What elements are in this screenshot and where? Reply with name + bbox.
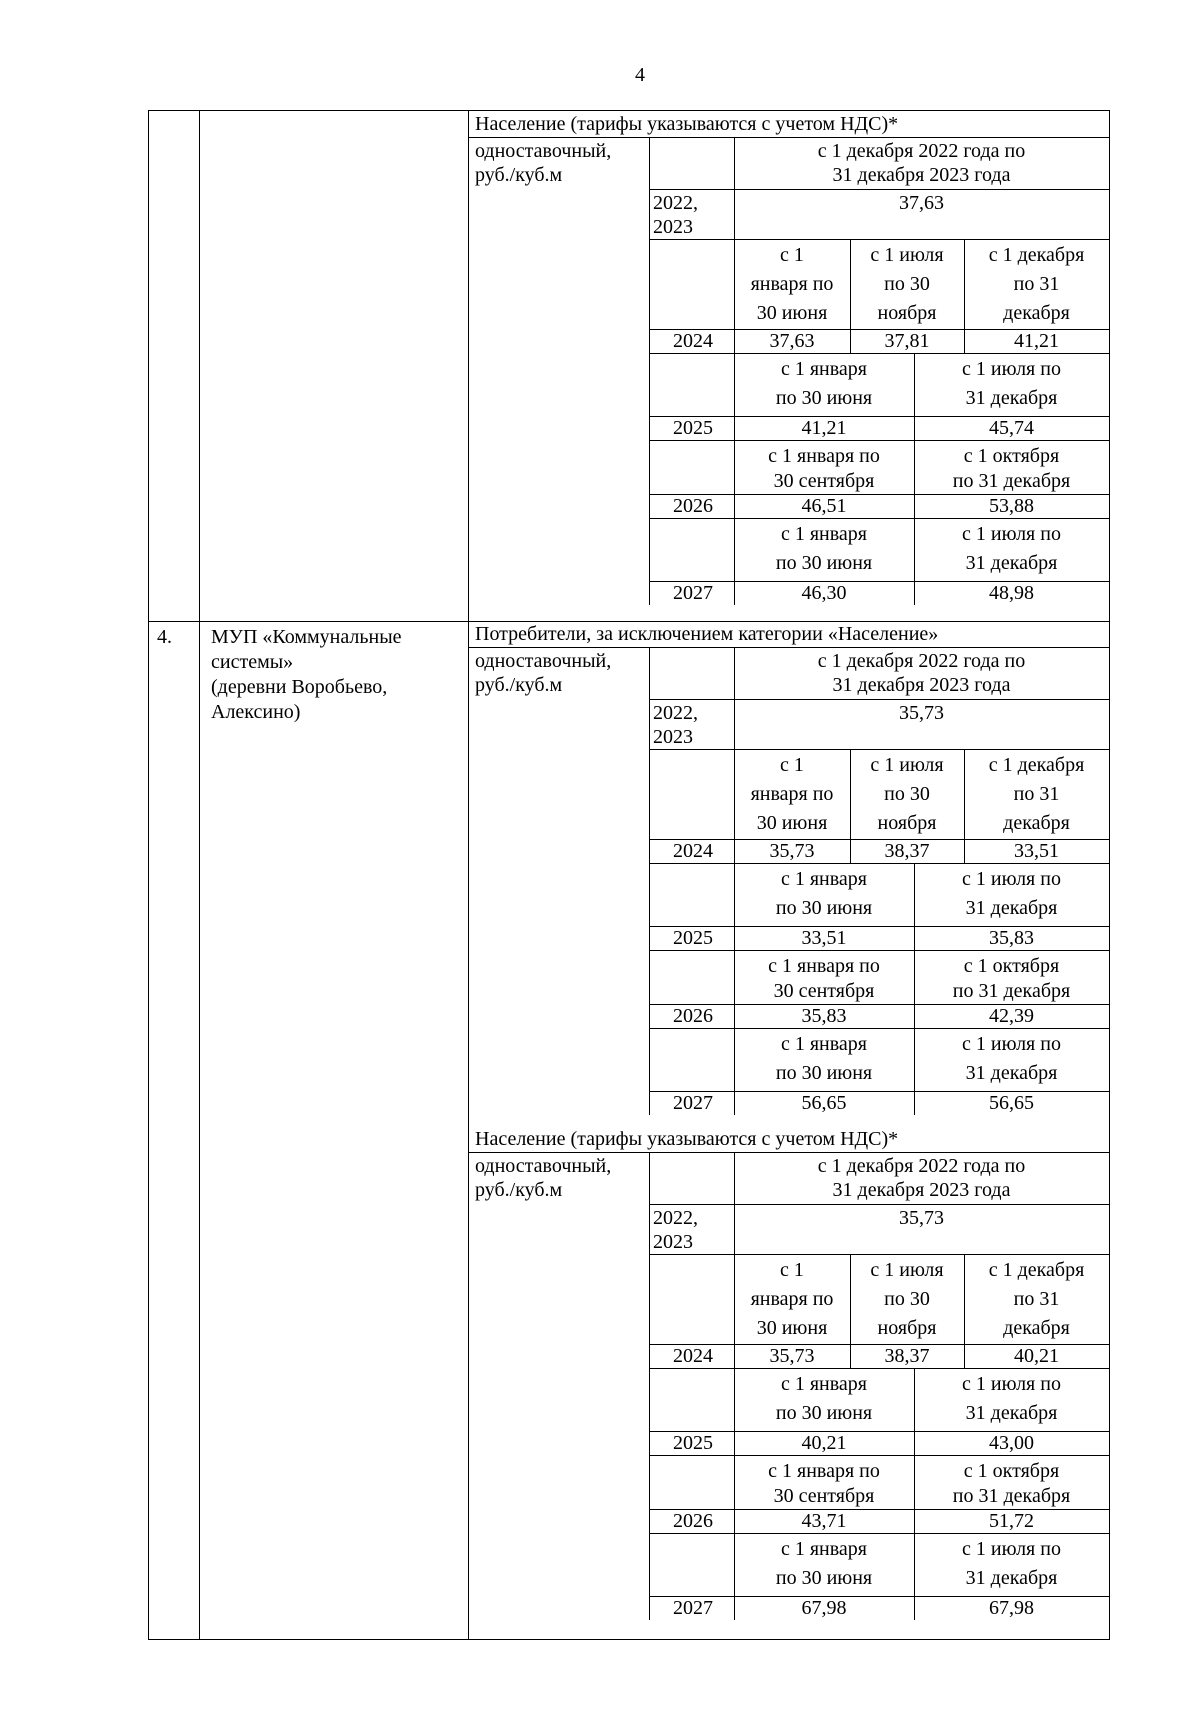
period-label: по 31 декабря [952, 1485, 1071, 1507]
period-label: с 1 июля по [962, 1538, 1061, 1560]
grid-line [649, 1368, 1109, 1369]
period-label: по 30 [884, 783, 930, 805]
period-label: января по [750, 783, 834, 805]
period-label: декабря [1003, 302, 1070, 324]
period-label: по 30 июня [775, 387, 873, 409]
tariff-value: 38,37 [884, 840, 930, 862]
tariff-unit: руб./куб.м [475, 674, 563, 696]
period-label: 31 декабря 2023 года [832, 674, 1011, 696]
tariff-value: 35,73 [769, 840, 815, 862]
year-label: 2026 [673, 1510, 713, 1532]
period-label: по 30 июня [775, 897, 873, 919]
period-label: 30 июня [756, 1317, 828, 1339]
grid-line [469, 647, 1109, 648]
period-label: по 31 [1013, 783, 1060, 805]
period-label: с 1 декабря [988, 1259, 1085, 1281]
grid-line [649, 1533, 1109, 1534]
period-label: с 1 июля [870, 1259, 944, 1281]
period-label: с 1 июля по [962, 1033, 1061, 1055]
org-name-line: (деревни Воробьево, [211, 676, 388, 698]
grid-line [649, 699, 1109, 700]
grid-line [469, 137, 1109, 138]
org-name-line: системы» [211, 651, 294, 673]
grid-line [649, 1455, 1109, 1456]
grid-line [649, 440, 1109, 441]
grid-line [649, 1152, 650, 1620]
period-label: с 1 декабря [988, 754, 1085, 776]
period-label: по 31 [1013, 273, 1060, 295]
grid-line [649, 863, 1109, 864]
tariff-value: 35,73 [769, 1345, 815, 1367]
period-label: по 30 июня [775, 1567, 873, 1589]
tariff-value: 35,83 [989, 927, 1034, 949]
period-label: 31 декабря [965, 1062, 1058, 1084]
grid-line [649, 518, 1109, 519]
grid-line [649, 239, 1109, 240]
section-header: Потребители, за исключением категории «Население» [475, 623, 939, 645]
year-label: 2024 [673, 840, 713, 862]
year-label: 2027 [673, 1092, 713, 1114]
period-label: с 1 июля по [962, 1373, 1061, 1395]
tariff-value: 45,74 [989, 417, 1034, 439]
tariff-value: 48,98 [989, 582, 1034, 604]
tariff-block [469, 621, 1109, 1131]
grid-line [469, 1152, 1109, 1153]
period-label: с 1 [780, 1259, 804, 1281]
year-label: 2025 [673, 1432, 713, 1454]
tariff-unit: руб./куб.м [475, 164, 563, 186]
period-label: ноября [877, 1317, 937, 1339]
period-label: с 1 января [780, 358, 868, 380]
period-label: с 1 июля [870, 754, 944, 776]
period-label: 30 сентября [773, 980, 875, 1002]
year-label: 2026 [673, 495, 713, 517]
period-label: 30 июня [756, 302, 828, 324]
period-label: с 1 января [780, 1033, 868, 1055]
period-label: с 1 января по [768, 955, 880, 977]
period-label: 31 декабря [965, 1402, 1058, 1424]
tariff-value: 40,21 [801, 1432, 847, 1454]
year-label: 2025 [673, 417, 713, 439]
period-label: с 1 июля [870, 244, 944, 266]
period-label: по 30 [884, 1288, 930, 1310]
period-label: декабря [1003, 1317, 1070, 1339]
tariff-value: 33,51 [1014, 840, 1059, 862]
tariff-value: 40,21 [1014, 1345, 1059, 1367]
tariff-value: 42,39 [989, 1005, 1034, 1027]
grid-line [649, 189, 1109, 190]
period-label: с 1 октября [963, 1460, 1060, 1482]
period-label: 30 сентября [773, 470, 875, 492]
period-label: с 1 января [780, 868, 868, 890]
period-label: по 30 [884, 273, 930, 295]
period-label: с 1 июля по [962, 868, 1061, 890]
year-label: 2022, [653, 702, 698, 724]
year-label: 2027 [673, 582, 713, 604]
period-label: по 31 [1013, 1288, 1060, 1310]
org-name-line: Алексино) [211, 701, 301, 723]
tariff-value: 35,73 [899, 702, 944, 724]
period-label: ноября [877, 812, 937, 834]
period-label: с 1 декабря 2022 года по [817, 140, 1026, 162]
tariff-type: одноставочный, [475, 650, 612, 672]
year-label: 2027 [673, 1597, 713, 1619]
tariff-value: 35,83 [801, 1005, 847, 1027]
period-label: 31 декабря 2023 года [832, 164, 1011, 186]
year-label: 2023 [653, 1231, 693, 1253]
period-label: с 1 декабря 2022 года по [817, 1155, 1026, 1177]
org-name-line: МУП «Коммунальные [211, 626, 402, 648]
tariff-value: 33,51 [801, 927, 847, 949]
period-label: по 31 декабря [952, 470, 1071, 492]
tariff-value: 56,65 [801, 1092, 847, 1114]
period-label: 30 сентября [773, 1485, 875, 1507]
year-label: 2024 [673, 1345, 713, 1367]
tariff-table [148, 110, 1110, 1640]
year-label: 2025 [673, 927, 713, 949]
tariff-block [469, 111, 1109, 621]
period-label: с 1 декабря [988, 244, 1085, 266]
tariff-value: 37,81 [884, 330, 930, 352]
period-label: с 1 октября [963, 955, 1060, 977]
tariff-value: 43,71 [801, 1510, 847, 1532]
period-label: 31 декабря [965, 387, 1058, 409]
section-header: Население (тарифы указываются с учетом НДС)* [475, 113, 899, 135]
period-label: с 1 [780, 244, 804, 266]
period-label: с 1 июля по [962, 523, 1061, 545]
period-label: с 1 января по [768, 1460, 880, 1482]
period-label: с 1 июля по [962, 358, 1061, 380]
tariff-value: 37,63 [899, 192, 944, 214]
grid-line [649, 353, 1109, 354]
period-label: декабря [1003, 812, 1070, 834]
tariff-unit: руб./куб.м [475, 1179, 563, 1201]
tariff-type: одноставочный, [475, 1155, 612, 1177]
col-divider-num [199, 111, 200, 1639]
tariff-value: 56,65 [989, 1092, 1034, 1114]
year-label: 2023 [653, 726, 693, 748]
tariff-value: 46,51 [801, 495, 847, 517]
section-header: Население (тарифы указываются с учетом НДС)* [475, 1128, 899, 1150]
tariff-value: 41,21 [801, 417, 847, 439]
period-label: по 30 июня [775, 1062, 873, 1084]
tariff-value: 67,98 [801, 1597, 847, 1619]
period-label: по 31 декабря [952, 980, 1071, 1002]
tariff-value: 43,00 [989, 1432, 1034, 1454]
grid-line [649, 1028, 1109, 1029]
grid-line [649, 1204, 1109, 1205]
period-label: 31 декабря [965, 897, 1058, 919]
tariff-value: 67,98 [989, 1597, 1034, 1619]
period-label: с 1 января по [768, 445, 880, 467]
tariff-value: 35,73 [899, 1207, 944, 1229]
period-label: по 30 июня [775, 552, 873, 574]
page-number: 4 [635, 64, 645, 86]
year-label: 2023 [653, 216, 693, 238]
grid-line [649, 749, 1109, 750]
tariff-value: 38,37 [884, 1345, 930, 1367]
period-label: с 1 [780, 754, 804, 776]
period-label: с 1 января [780, 523, 868, 545]
year-label: 2024 [673, 330, 713, 352]
tariff-value: 53,88 [989, 495, 1034, 517]
period-label: 31 декабря 2023 года [832, 1179, 1011, 1201]
grid-line [649, 647, 650, 1115]
period-label: 31 декабря [965, 1567, 1058, 1589]
year-label: 2026 [673, 1005, 713, 1027]
tariff-type: одноставочный, [475, 140, 612, 162]
grid-line [649, 1254, 1109, 1255]
period-label: января по [750, 273, 834, 295]
period-label: января по [750, 1288, 834, 1310]
grid-line [649, 137, 650, 605]
period-label: 31 декабря [965, 552, 1058, 574]
period-label: с 1 января [780, 1538, 868, 1560]
tariff-value: 51,72 [989, 1510, 1034, 1532]
period-label: 30 июня [756, 812, 828, 834]
period-label: по 30 июня [775, 1402, 873, 1424]
tariff-value: 37,63 [769, 330, 815, 352]
period-label: с 1 декабря 2022 года по [817, 650, 1026, 672]
grid-line [649, 950, 1109, 951]
period-label: с 1 января [780, 1373, 868, 1395]
year-label: 2022, [653, 192, 698, 214]
row-number: 4. [157, 626, 172, 648]
period-label: ноября [877, 302, 937, 324]
year-label: 2022, [653, 1207, 698, 1229]
tariff-block [469, 1126, 1109, 1638]
tariff-value: 46,30 [801, 582, 847, 604]
tariff-value: 41,21 [1014, 330, 1059, 352]
period-label: с 1 октября [963, 445, 1060, 467]
